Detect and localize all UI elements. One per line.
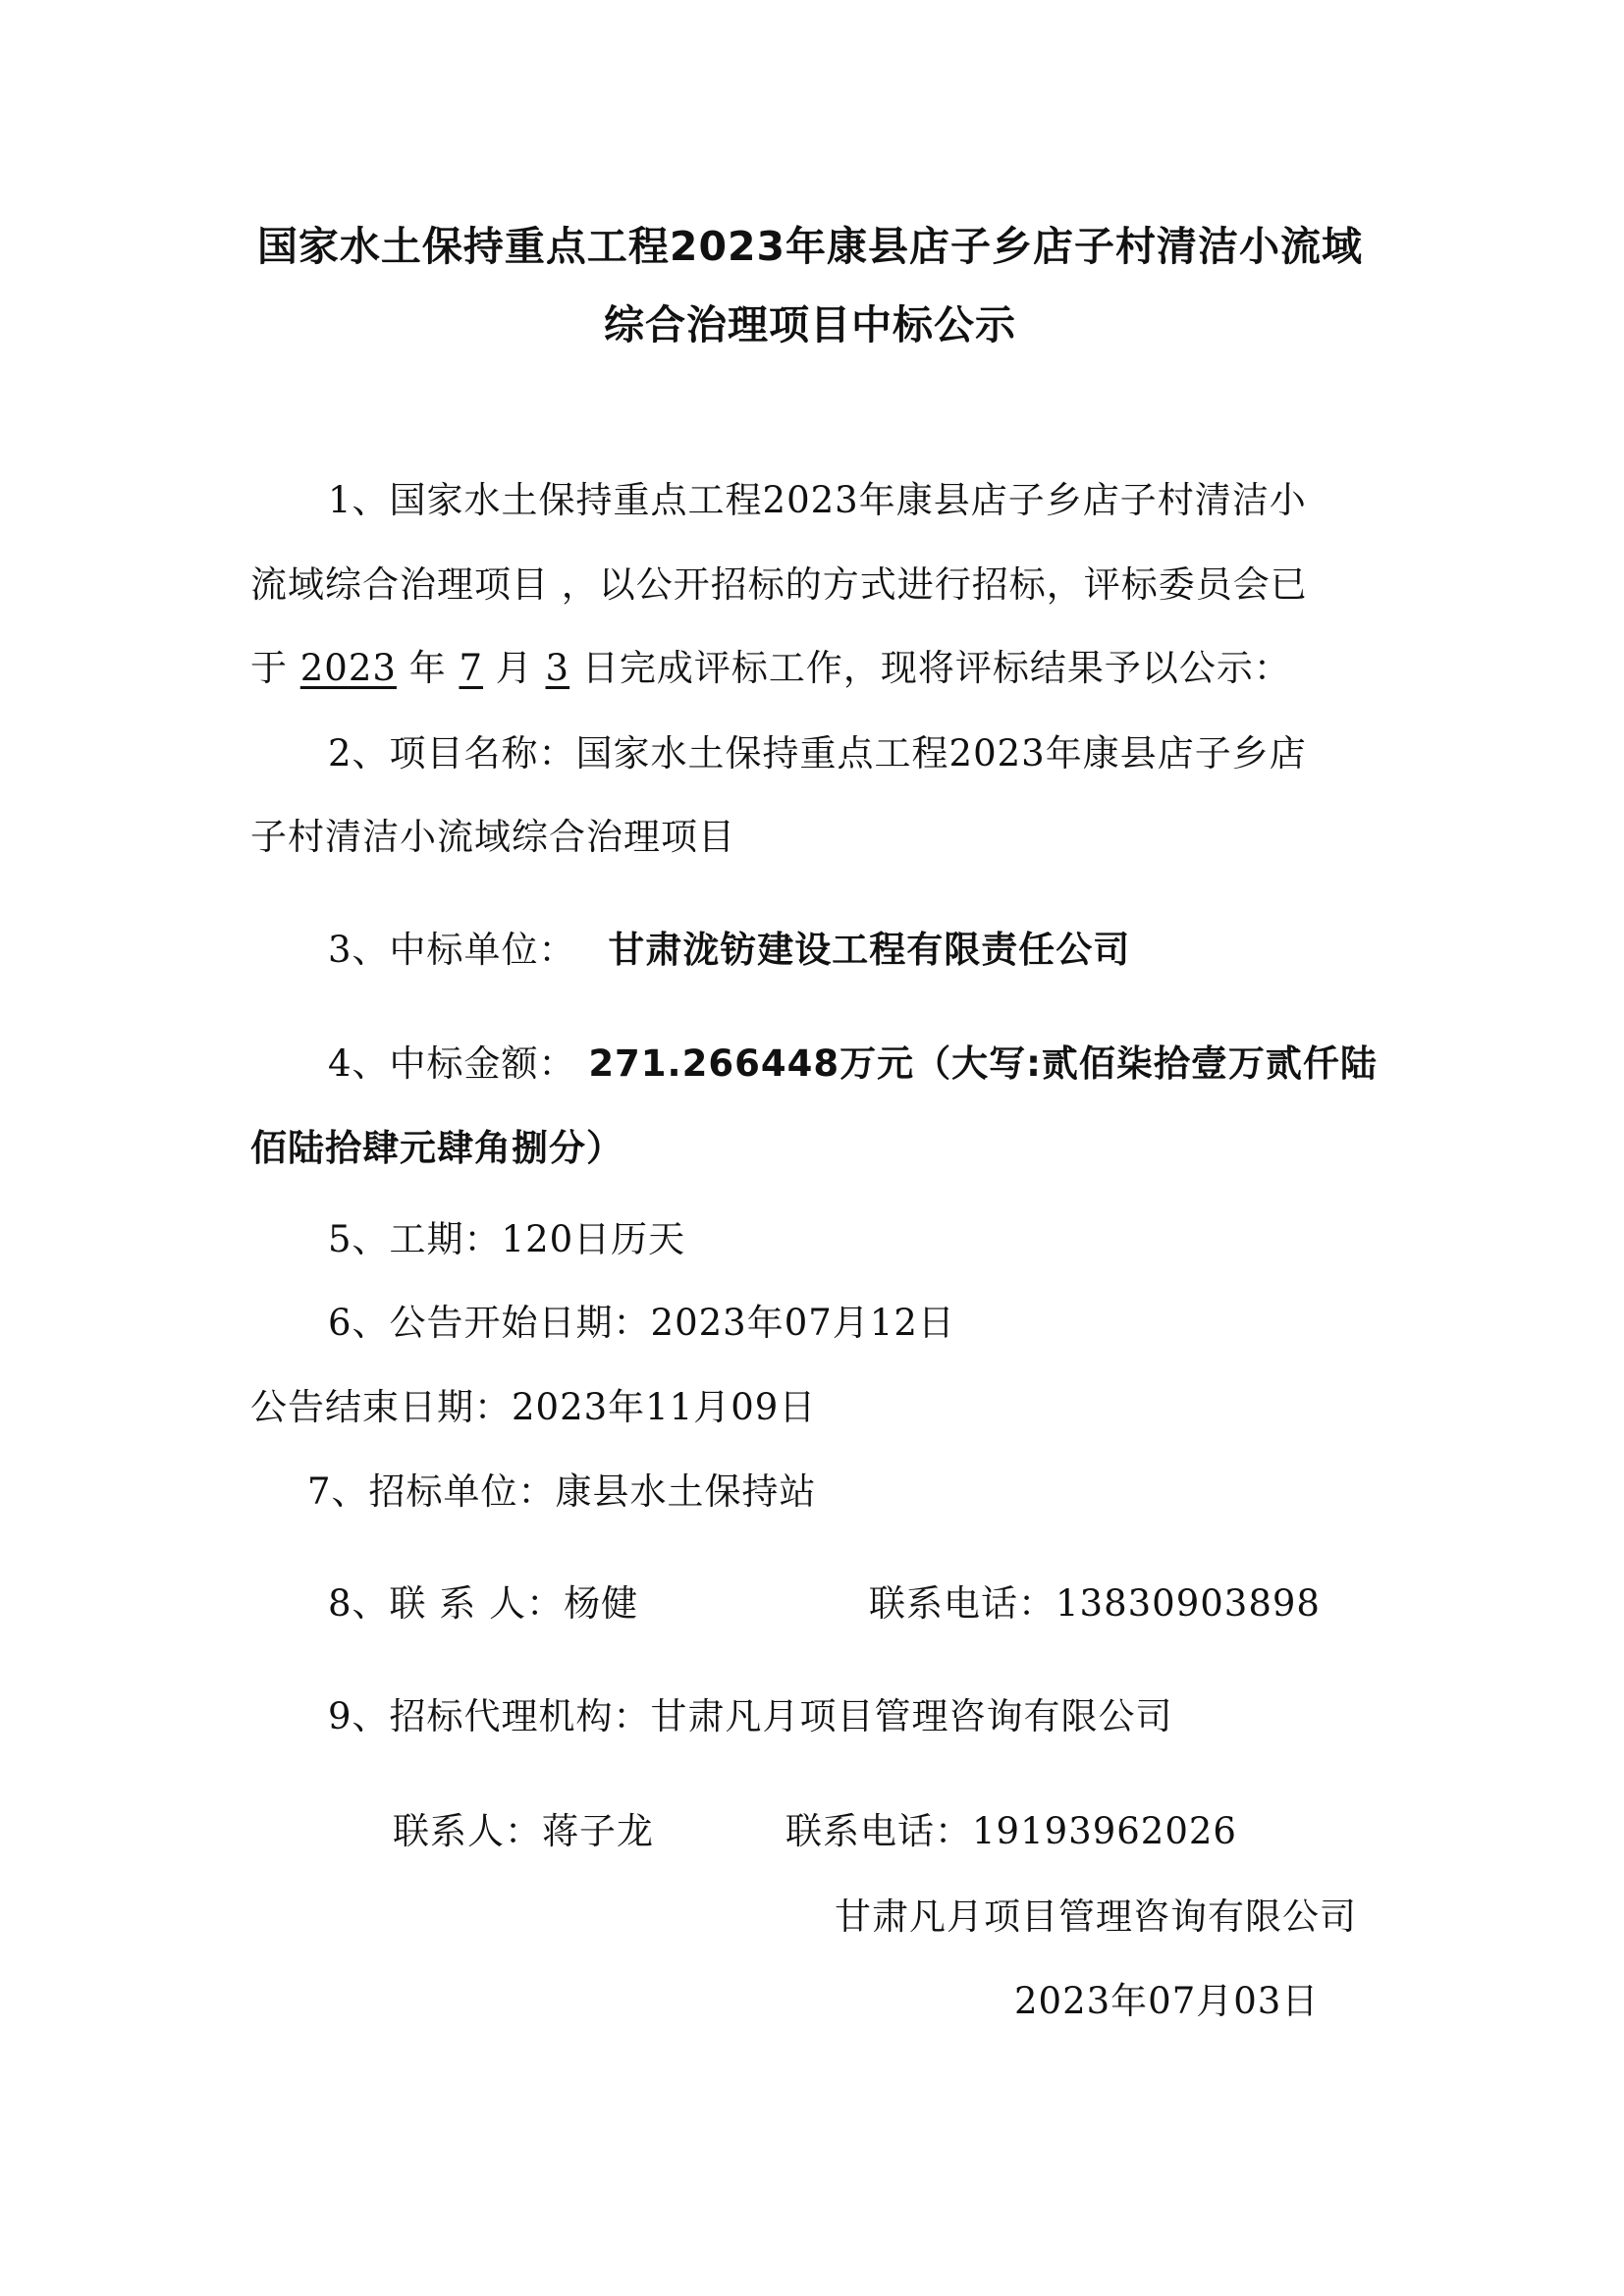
document-title-line-1: 国家水土保持重点工程2023年康县店子乡店子村清洁小流域 [256, 223, 1364, 270]
evaluation-day: 3 [545, 647, 570, 689]
document-title-line-2: 综合治理项目中标公示 [604, 301, 1016, 348]
section-9-contact: 联系人：蒋子龙 [393, 1810, 654, 1852]
section-6-end-date: 公告结束日期：2023年11月09日 [250, 1386, 817, 1428]
section-5-duration: 5、工期：120日历天 [328, 1218, 686, 1260]
section-1-line-3 [250, 643, 1291, 694]
bid-amount-value: 271.266448万元（大写:贰佰柒拾壹万贰仟陆 [588, 1042, 1378, 1085]
section-1-line-1: 1、国家水土保持重点工程2023年康县店子乡店子村清洁小 [328, 479, 1307, 521]
evaluation-year-suffix: 年 [408, 647, 447, 689]
winning-bidder-name: 甘肃泷钫建设工程有限责任公司 [608, 929, 1131, 971]
evaluation-year: 2023 [299, 647, 397, 689]
section-2-line-1: 2、项目名称：国家水土保持重点工程2023年康县店子乡店 [328, 732, 1307, 774]
evaluation-month: 7 [459, 647, 484, 689]
evaluation-month-suffix: 月 [495, 647, 533, 689]
signature-date: 2023年07月03日 [1014, 1980, 1320, 2022]
section-2-line-2: 子村清洁小流域综合治理项目 [250, 816, 735, 858]
bid-amount-label: 4、中标金额： [328, 1042, 576, 1085]
section-3-winning-bidder [328, 925, 1130, 976]
section-7-tender-unit: 7、招标单位：康县水土保持站 [307, 1470, 817, 1513]
section-4-bid-amount-line-1 [328, 1039, 1378, 1090]
signature-company: 甘肃凡月项目管理咨询有限公司 [835, 1896, 1357, 1938]
section-9-phone: 联系电话：19193962026 [785, 1810, 1237, 1852]
winning-bidder-label: 3、中标单位： [328, 929, 576, 971]
section-8-phone: 联系电话：13830903898 [869, 1582, 1321, 1625]
section-1-line-3-prefix: 于 [250, 647, 288, 689]
section-4-bid-amount-line-2: 佰陆拾肆元肆角捌分） [250, 1127, 623, 1169]
section-1-line-2: 流域综合治理项目 ，以公开招标的方式进行招标，评标委员会已 [250, 563, 1308, 606]
section-8-contact: 8、联 系 人：杨健 [328, 1582, 639, 1625]
section-1-line-3-suffix: 日完成评标工作，现将评标结果予以公示： [581, 647, 1291, 689]
section-6-start-date: 6、公告开始日期：2023年07月12日 [328, 1302, 955, 1344]
section-9-agency: 9、招标代理机构：甘肃凡月项目管理咨询有限公司 [328, 1695, 1173, 1737]
